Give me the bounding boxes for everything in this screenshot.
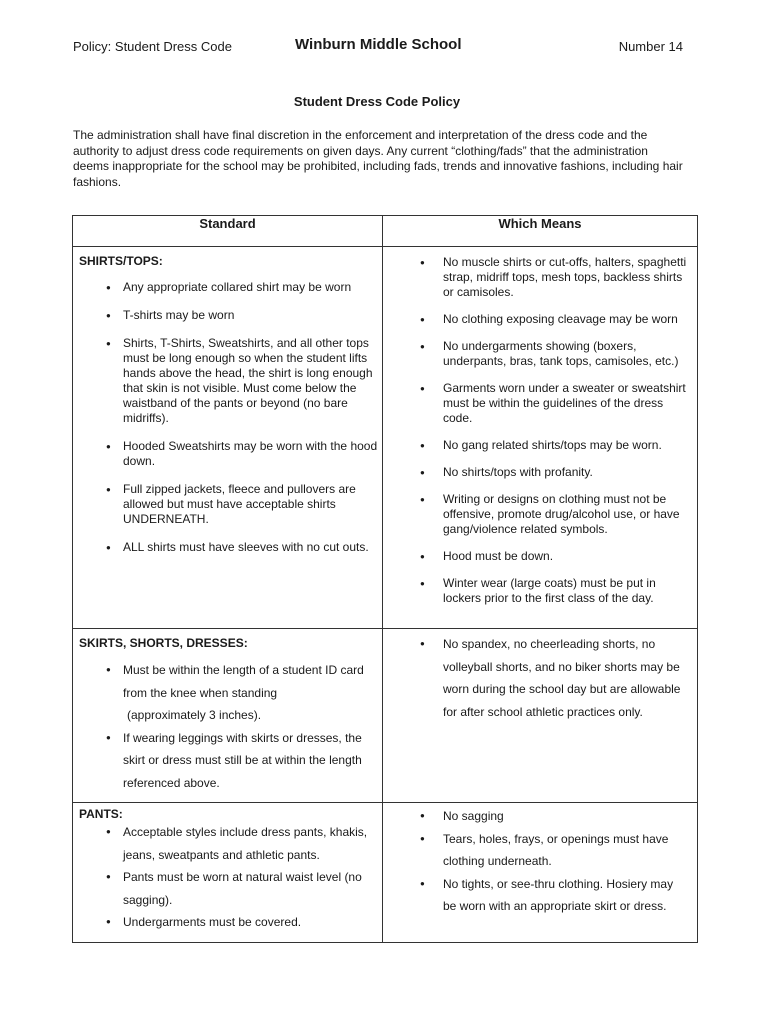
policy-label: Policy: Student Dress Code <box>73 39 232 54</box>
list-item: ● No clothing exposing cleavage may be worn <box>389 312 689 327</box>
standard-cell <box>73 247 383 629</box>
means-list <box>389 255 689 606</box>
list-item: ● Tears, holes, frays, or openings must have clothing underneath. <box>389 828 689 873</box>
standard-list <box>79 280 378 555</box>
list-item: ● Undergarments must be covered. <box>79 911 378 934</box>
list-item: ● No undergarments showing (boxers, underpants, bras, tank tops, camisoles, etc.) <box>389 339 689 369</box>
means-cell <box>383 247 698 629</box>
table-row <box>73 247 698 629</box>
column-header-which-means: Which Means <box>383 216 698 247</box>
list-item: ● Shirts, T-Shirts, Sweatshirts, and all other tops must be long enough so when the student lifts hands above the head, the shirt is long enough that skin is not visible. Must come below the waistband of the pants or beyond (no bare midriffs). <box>79 336 378 426</box>
school-name: Winburn Middle School <box>295 36 462 53</box>
page-header <box>73 36 683 58</box>
column-header-standard: Standard <box>73 216 383 247</box>
list-item: ● Any appropriate collared shirt may be worn <box>79 280 378 295</box>
list-item: ● T-shirts may be worn <box>79 308 378 323</box>
list-item: ● No gang related shirts/tops may be worn. <box>389 438 689 453</box>
list-item: ● Garments worn under a sweater or sweatshirt must be within the guidelines of the dress code. <box>389 381 689 426</box>
list-item: ● No shirts/tops with profanity. <box>389 465 689 480</box>
list-item: ● ALL shirts must have sleeves with no cut outs. <box>79 540 378 555</box>
list-item: ● No muscle shirts or cut-offs, halters, spaghetti strap, midriff tops, mesh tops, backless shirts or camisoles. <box>389 255 689 300</box>
list-item: ● Winter wear (large coats) must be put in lockers prior to the first class of the day. <box>389 576 689 606</box>
means-cell <box>383 803 698 943</box>
policy-number: Number 14 <box>618 39 683 54</box>
list-item: ● No spandex, no cheerleading shorts, no volleyball shorts, and no biker shorts may be worn during the school day but are allowable for after school athletic practices only. <box>389 633 689 723</box>
list-item: ● Acceptable styles include dress pants, khakis, jeans, sweatpants and athletic pants. <box>79 821 378 866</box>
list-item: ● No tights, or see-thru clothing. Hosiery may be worn with an appropriate skirt or dress. <box>389 873 689 918</box>
table-row <box>73 803 698 943</box>
dress-code-table <box>72 215 698 943</box>
standard-list <box>79 821 378 934</box>
list-item-text: Must be within the length of a student ID card from the knee when standing <box>123 663 364 700</box>
intro-paragraph <box>73 128 685 190</box>
section-title: SHIRTS/TOPS: <box>79 254 163 268</box>
list-item <box>79 659 378 727</box>
list-item: ● Hood must be down. <box>389 549 689 564</box>
means-list <box>389 633 689 723</box>
table-header-row <box>73 216 698 247</box>
section-title: PANTS: <box>79 807 123 821</box>
list-item: ● Pants must be worn at natural waist level (no sagging). <box>79 866 378 911</box>
list-item: ● If wearing leggings with skirts or dresses, the skirt or dress must still be at within the length referenced above. <box>79 727 378 795</box>
list-item-continuation: (approximately 3 inches). <box>127 708 262 722</box>
intro-text: The administration shall have final discretion in the enforcement and interpretation of the dress code and the authority to adjust dress code requirements on given days. Any current “clothing/fads” that the administration deems inappropriate for the school may be prohibited, including fads, trends and innovative fashions, including hair fashions. <box>73 128 683 189</box>
standard-cell <box>73 803 383 943</box>
table-row <box>73 629 698 803</box>
means-list <box>389 805 689 918</box>
list-item: ● No sagging <box>389 805 689 828</box>
standard-list <box>79 659 378 794</box>
list-item: ● Writing or designs on clothing must not be offensive, promote drug/alcohol use, or have gang/violence related symbols. <box>389 492 689 537</box>
means-cell <box>383 629 698 803</box>
standard-cell <box>73 629 383 803</box>
section-title: SKIRTS, SHORTS, DRESSES: <box>79 636 248 650</box>
list-item: ● Full zipped jackets, fleece and pullovers are allowed but must have acceptable shirts UNDERNEATH. <box>79 482 378 527</box>
document-title: Student Dress Code Policy <box>293 94 461 109</box>
list-item: ● Hooded Sweatshirts may be worn with the hood down. <box>79 439 378 469</box>
